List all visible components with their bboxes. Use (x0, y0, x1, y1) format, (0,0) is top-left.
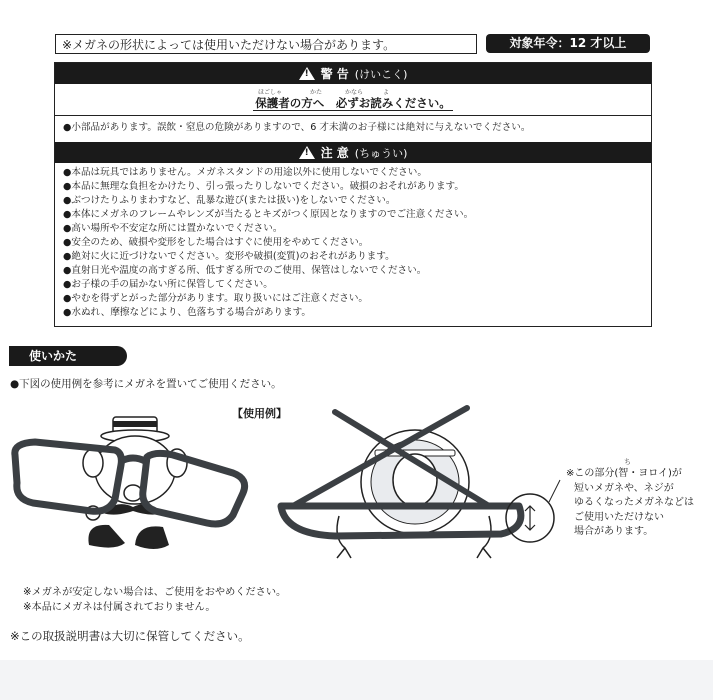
caution-item: ●水ぬれ、摩擦などにより、色落ちする場合があります。 (63, 307, 312, 318)
usage-illustration-top (275, 398, 565, 578)
caution-item: ●本品に無理な負担をかけたり、引っ張ったりしないでください。破損のおそれがあります。 (63, 181, 464, 192)
usage-illustration-front (5, 395, 265, 575)
warning-icon: ! (299, 67, 315, 80)
warning-title-reading: (けいこく) (354, 67, 408, 81)
caution-title-reading: (ちゅうい) (354, 146, 408, 160)
age-badge: 対象年令：12 才以上 (486, 34, 650, 53)
usage-section-tag: 使いかた (9, 346, 127, 366)
caution-item: ●絶対に火に近づけないでください。変形や破損(変質)のおそれがあります。 (63, 251, 395, 262)
caution-item: ●高い場所や不安定な所には置かないでください。 (63, 223, 283, 234)
caution-item: ●直射日光や温度の高すぎる所、低すぎる所でのご使用、保管はしないでください。 (63, 265, 427, 276)
warning-divider (55, 115, 651, 116)
safety-box (54, 62, 652, 327)
caution-item: ●本品は玩具ではありません。メガネスタンドの用途以外に使用しないでください。 (63, 167, 427, 178)
footer-note: ※この取扱説明書は大切に保管してください。 (10, 629, 250, 643)
caution-item: ●本体にメガネのフレームやレンズが当たるとキズがつく原因となりますのでご注意ください。 (63, 209, 474, 220)
ruby-hogosha: ほごしゃ (258, 89, 283, 96)
caution-item: ●安全のため、破損や変形をした場合はすぐに使用をやめてください。 (63, 237, 369, 248)
warning-title: 警 告 (320, 67, 349, 81)
caution-item: ●ぶつけたりふりまわすなど、乱暴な遊び(または扱い)をしないでください。 (63, 195, 396, 206)
warning-item: ●小部品があります。誤飲・窒息の危険がありますので、6 才未満のお子様には絶対に与えないでください。 (63, 122, 531, 133)
example-label: 【使用例】 (232, 407, 287, 420)
side-note-line: 場合があります。 (574, 526, 654, 537)
usage-instruction: ●下図の使用例を参考にメガネを置いてご使用ください。 (10, 378, 282, 390)
usage-note: ※本品にメガネは付属されておりません。 (23, 602, 216, 613)
side-note-line: ご使用いただけない (574, 511, 664, 523)
warning-subtitle: 保護者の方へ 必ずお読みください。 (255, 96, 451, 110)
ruby-kanara: かなら (345, 89, 364, 96)
bottom-background-strip (0, 660, 713, 700)
side-note-ruby: ち (624, 458, 631, 466)
caution-icon: ! (299, 146, 315, 159)
side-note-line: 短いメガネや、ネジが (574, 482, 674, 494)
caution-title: 注 意 (320, 146, 349, 160)
caution-item: ●やむを得ずとがった部分があります。取り扱いにはご注意ください。 (63, 293, 369, 304)
caution-header (55, 142, 651, 163)
ruby-kata: かた (310, 89, 323, 96)
top-notice: ※メガネの形状によっては使用いただけない場合があります。 (55, 34, 477, 54)
side-note-line: ゆるくなったメガネなどは (574, 497, 694, 508)
side-note-line: ※この部分(智・ヨロイ)が (566, 468, 682, 479)
side-note (566, 467, 694, 540)
warning-header (55, 63, 651, 84)
ruby-yo: よ (383, 89, 390, 96)
caution-item: ●お子様の手の届かない所に保管してください。 (63, 279, 273, 290)
usage-note: ※メガネが安定しない場合は、ご使用をおやめください。 (23, 587, 287, 598)
